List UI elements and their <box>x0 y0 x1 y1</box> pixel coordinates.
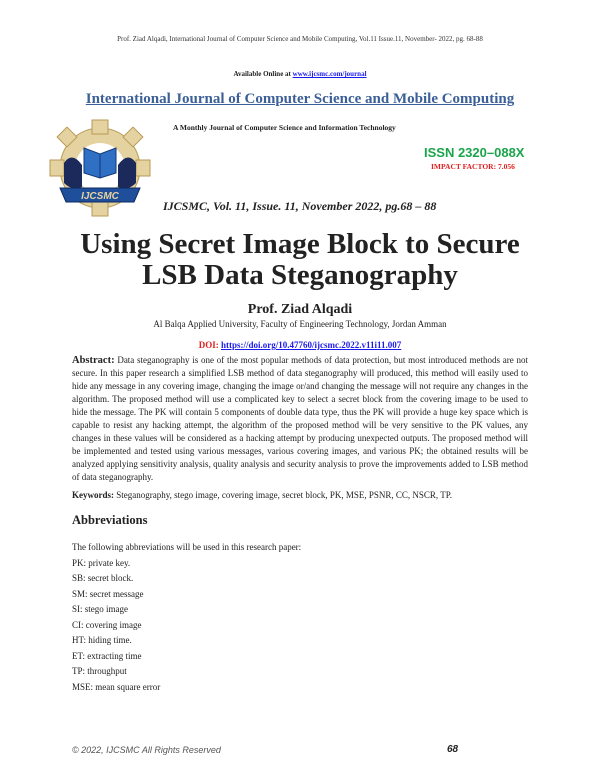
page-number: 68 <box>447 744 459 755</box>
doi <box>0 340 600 350</box>
abbreviations-list <box>72 540 301 695</box>
logo-text: IJCSMC <box>81 191 119 202</box>
doi-link[interactable]: https://doi.org/10.47760/ijcsmc.2022.v11i11.007 <box>220 340 402 350</box>
journal-title[interactable]: International Journal of Computer Science and Mobile Computing <box>85 91 515 107</box>
issn: ISSN 2320–088X <box>424 145 525 160</box>
available-online <box>0 70 600 78</box>
title-line-2: LSB Data Steganography <box>142 259 458 291</box>
impact-factor: IMPACT FACTOR: 7.056 <box>431 162 515 171</box>
affiliation: Al Balqa Applied University, Faculty of Engineering Technology, Jordan Amman <box>153 319 447 329</box>
list-item: SM: secret message <box>72 588 144 599</box>
abbreviations-heading: Abbreviations <box>72 513 148 527</box>
list-item: CI: covering image <box>72 619 142 630</box>
doi-label: DOI: <box>198 340 221 350</box>
list-item: ET: extracting time <box>72 650 142 661</box>
abstract <box>72 354 528 484</box>
list-item: SB: secret block. <box>72 573 134 583</box>
journal-subtitle: A Monthly Journal of Computer Science and Information Technology <box>173 123 396 132</box>
list-item: PK: private key. <box>72 557 131 568</box>
footer-copyright: © 2022, IJCSMC All Rights Reserved <box>72 745 221 755</box>
list-item: HT: hiding time. <box>72 635 132 645</box>
abstract-label: Abstract: <box>72 355 115 366</box>
list-item: SI: stego image <box>72 604 128 614</box>
journal-url-link[interactable]: www.ijcsmc.com/journal <box>292 70 367 78</box>
keywords-text: Steganography, stego image, covering image, secret block, PK, MSE, PSNR, CC, NSCR, TP. <box>114 490 452 500</box>
available-prefix: Available Online at <box>233 70 293 78</box>
author-name: Prof. Ziad Alqadi <box>247 302 353 317</box>
running-header: Prof. Ziad Alqadi, International Journal of Computer Science and Mobile Computing, Vol.11 Issue.11, November- 2022, pg. 68-88 <box>117 35 483 43</box>
abstract-text: Data steganography is one of the most popular methods of data protection, but most introduced methods are not secure. In this paper research a simplified LSB method of data steganography will produced, this method will easily used to hide any message in any covering image, changing the image or/and changing the message will not require any changes in the algorithm. The proposed method will use a complicated key to select a secret block from the covering image to be used to hide the message. The PK will contain 5 components of double data type, thus the PK will provide a huge key space which is capable to resist any hacking attempt, the algorithm of the proposed method will be very sensitive to the PK values, any changes in these values will be considered as a hacking attempt by producing unexpected outputs. The proposed method will be implemented and tested using various messages, various covering images, and various PK; the obtained results will be analyzed applying sensitivity analysis, quality analysis and security analysis to prove the improvements added to LSB method of data steganography. <box>72 355 528 482</box>
citation-line: IJCSMC, Vol. 11, Issue. 11, November 2022, pg.68 – 88 <box>163 199 437 213</box>
keywords <box>72 490 452 500</box>
ijcsmc-logo <box>46 118 154 218</box>
keywords-label: Keywords: <box>72 490 114 500</box>
list-item: TP: throughput <box>72 666 127 676</box>
title-line-1: Using Secret Image Block to Secure <box>80 228 520 260</box>
list-item: The following abbreviations will be used in this research paper: <box>72 542 302 552</box>
paper-title <box>0 229 600 291</box>
list-item: MSE: mean square error <box>72 681 161 692</box>
